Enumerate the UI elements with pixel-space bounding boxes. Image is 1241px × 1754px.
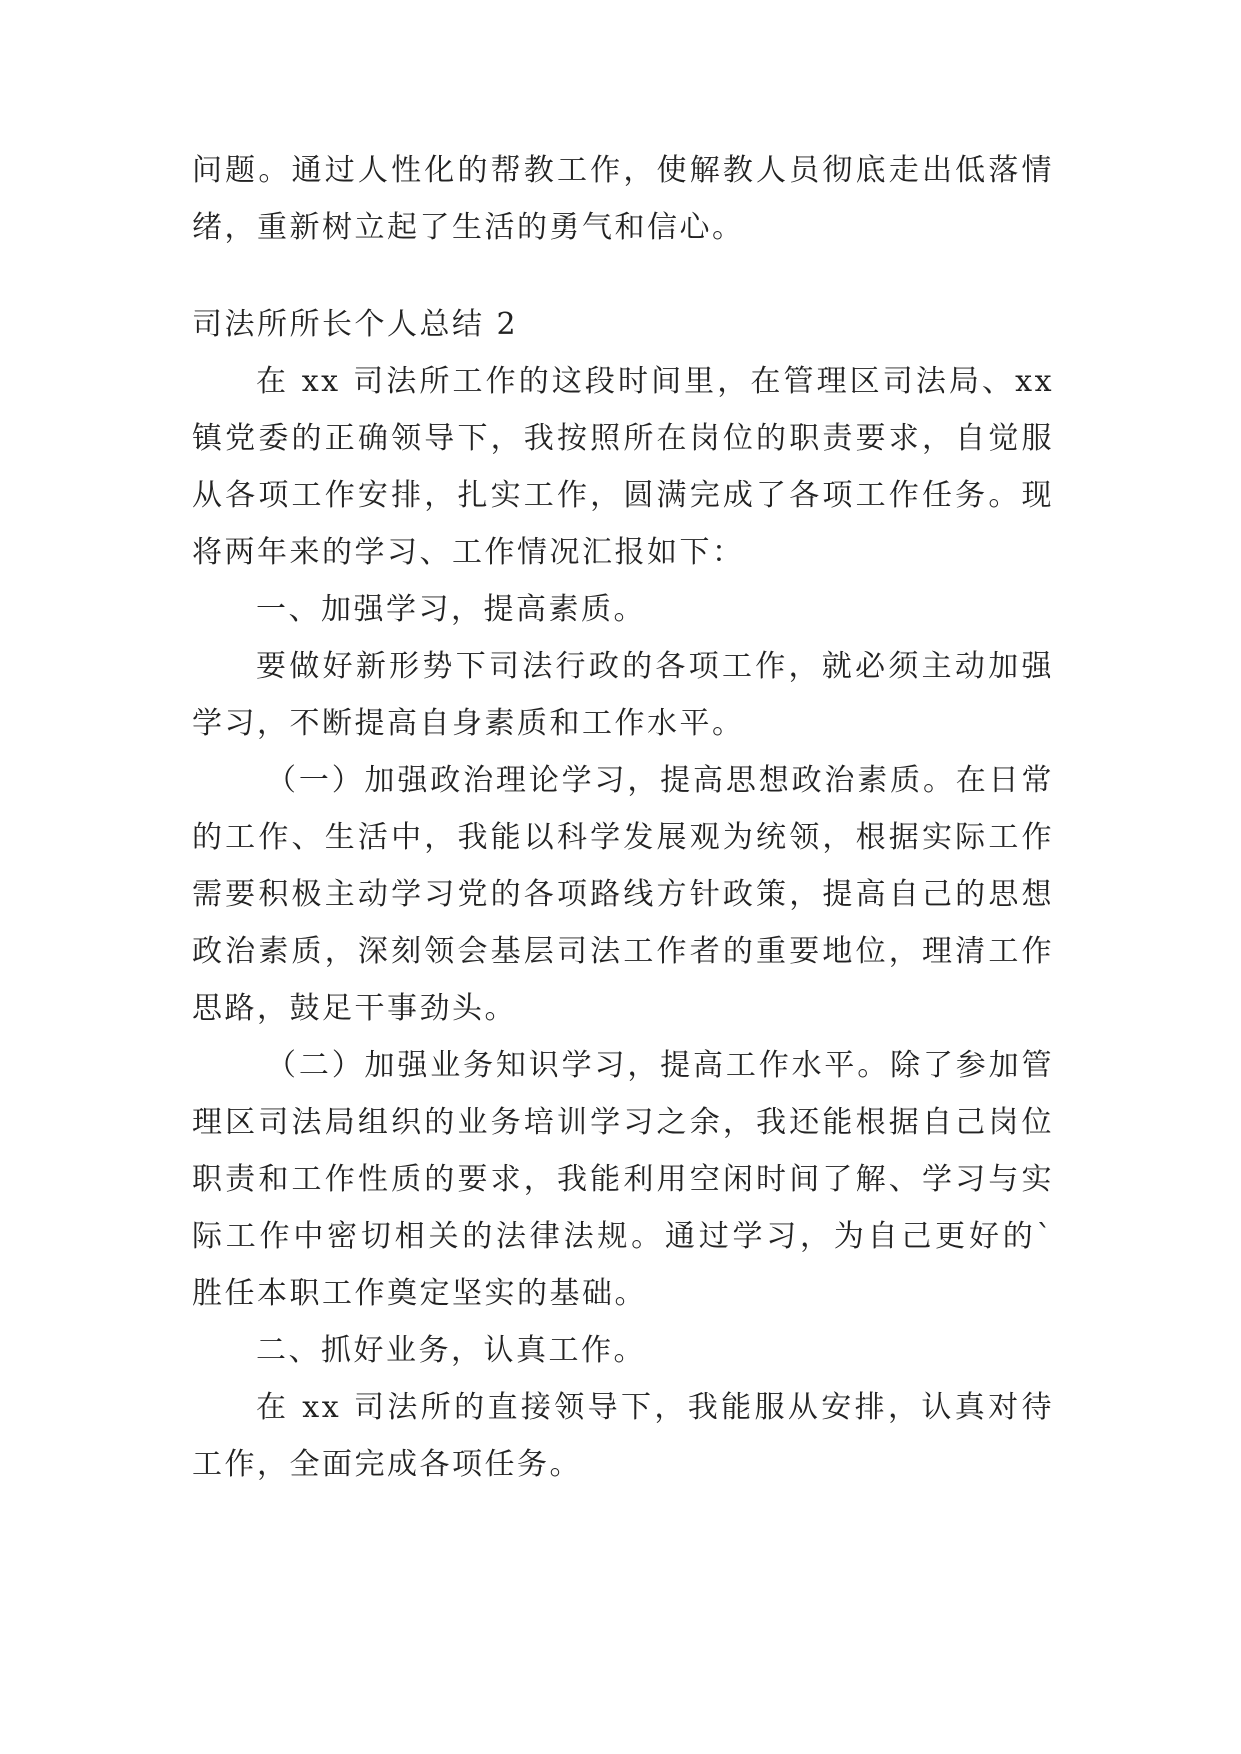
body-paragraph: 在 xx 司法所工作的这段时间里，在管理区司法局、xx 镇党委的正确领导下，我按照所在岗位的职责要求，自觉服从各项工作安排，扎实工作，圆满完成了各项工作任务。现将两年来的学习、工作情况汇报如下： <box>192 364 1054 570</box>
body-paragraph: 在 xx 司法所的直接领导下，我能服从安排，认真对待工作，全面完成各项任务。 <box>192 1390 1054 1482</box>
section-heading-2: 二、抓好业务，认真工作。 <box>256 1333 646 1368</box>
continuation-paragraph: 问题。通过人性化的帮教工作，使解教人员彻底走出低落情绪，重新树立起了生活的勇气和信心。 <box>192 153 1054 245</box>
body-paragraph: （二）加强业务知识学习，提高工作水平。除了参加管理区司法局组织的业务培训学习之余，我还能根据自己岗位职责和工作性质的要求，我能利用空闲时间了解、学习与实际工作中密切相关的法律法规。通过学习，为自己更好的`胜任本职工作奠定坚实的基础。 <box>192 1048 1054 1311</box>
continuation-block <box>192 142 1054 256</box>
section-heading-1: 一、加强学习，提高素质。 <box>256 592 646 627</box>
section-body <box>192 296 1054 1493</box>
body-paragraph: 要做好新形势下司法行政的各项工作，就必须主动加强学习，不断提高自身素质和工作水平。 <box>192 649 1054 741</box>
section-title: 司法所所长个人总结 2 <box>192 307 519 342</box>
body-paragraph: （一）加强政治理论学习，提高思想政治素质。在日常的工作、生活中，我能以科学发展观为统领，根据实际工作需要积极主动学习党的各项路线方针政策，提高自己的思想政治素质，深刻领会基层司法工作者的重要地位，理清工作思路，鼓足干事劲头。 <box>192 763 1054 1026</box>
